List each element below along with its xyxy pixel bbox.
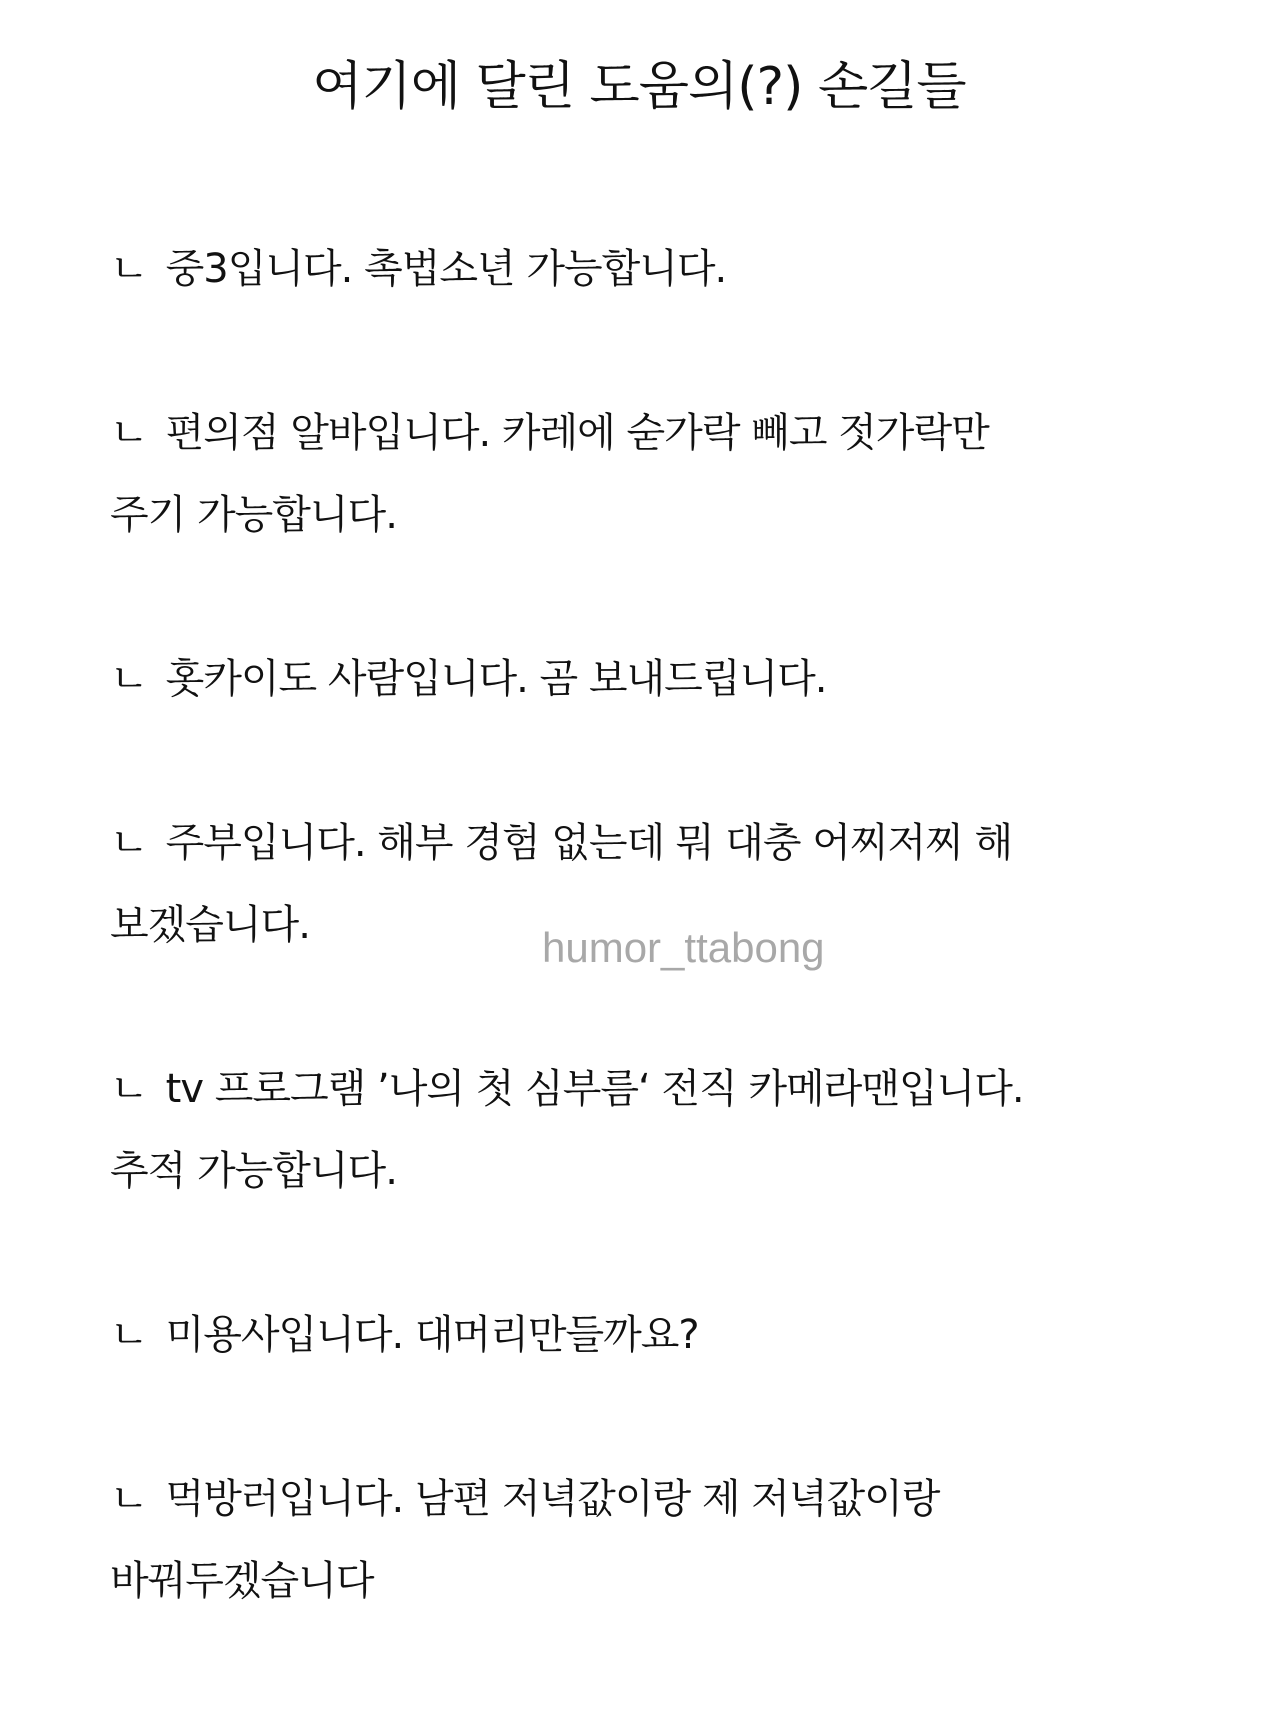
comment-item <box>110 1048 1210 1212</box>
comment-item <box>110 392 1210 556</box>
reply-marker: ㄴ <box>110 656 148 702</box>
comment-item <box>110 1458 1210 1622</box>
comment-text-line: tv 프로그램 ’나의 첫 심부름‘ 전직 카메라맨입니다. <box>165 1066 1024 1112</box>
comment-text-line: 추적 가능합니다. <box>110 1148 397 1194</box>
comment-text-line: 편의점 알바입니다. 카레에 숟가락 빼고 젓가락만 <box>165 410 989 456</box>
reply-marker: ㄴ <box>110 820 148 866</box>
reply-marker: ㄴ <box>110 1066 148 1112</box>
reply-marker: ㄴ <box>110 1312 148 1358</box>
comment-item <box>110 1294 1210 1376</box>
page-title: 여기에 달린 도움의(?) 손길들 <box>312 57 966 117</box>
reply-marker: ㄴ <box>110 410 148 456</box>
comment-text-line: 보겠습니다. <box>110 902 310 948</box>
comment-text-line: 홋카이도 사람입니다. 곰 보내드립니다. <box>165 656 827 702</box>
comment-text-line: 주부입니다. 해부 경험 없는데 뭐 대충 어찌저찌 해 <box>165 820 1013 866</box>
comment-text-line: 미용사입니다. 대머리만들까요? <box>165 1312 699 1358</box>
reply-marker: ㄴ <box>110 246 148 292</box>
reply-marker: ㄴ <box>110 1476 148 1522</box>
watermark: humor_ttabong <box>542 924 825 971</box>
comment-text-line: 바꿔두겠습니다 <box>110 1558 374 1604</box>
comment-text-line: 중3입니다. 촉법소년 가능합니다. <box>165 246 727 292</box>
comment-item <box>110 638 1210 720</box>
comment-text-line: 먹방러입니다. 남편 저녁값이랑 제 저녁값이랑 <box>165 1476 940 1522</box>
comment-item <box>110 228 1210 310</box>
comment-text-line: 주기 가능합니다. <box>110 492 397 538</box>
